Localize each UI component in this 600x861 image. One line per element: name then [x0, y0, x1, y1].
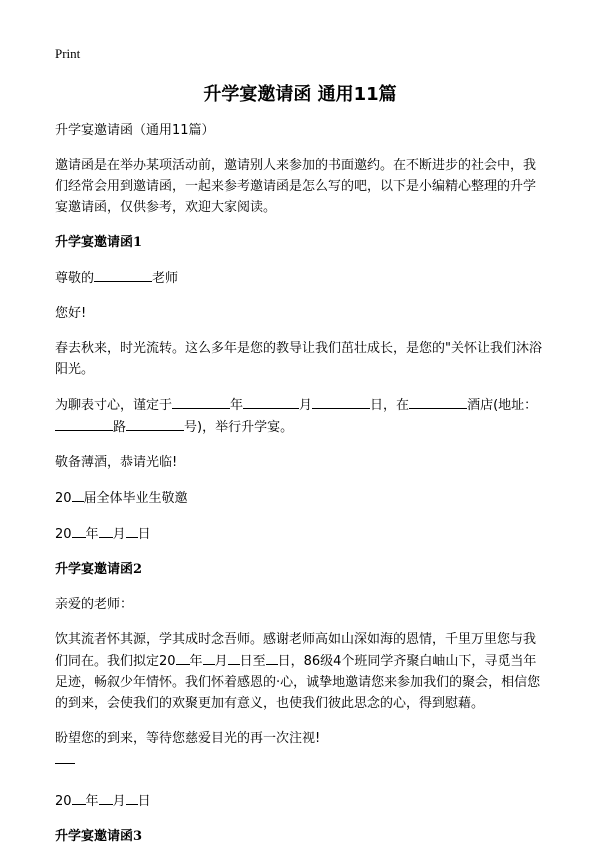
letter-1-body-2: 为聊表寸心，谨定于 年 月 日，在 酒店(地址：路 号)，举行升学宴。 [55, 394, 547, 438]
subtitle: 升学宴邀请函（通用11篇） [55, 123, 215, 138]
letter-1-heading: 升学宴邀请函1 [55, 235, 143, 250]
document-body [55, 120, 547, 861]
print-label: Print [55, 46, 81, 61]
signature-line [55, 763, 75, 764]
blank-field [72, 523, 86, 538]
letter-3-heading: 升学宴邀请函3 [55, 829, 143, 844]
blank-field [99, 523, 113, 538]
document-title: 升学宴邀请函 通用11篇 [203, 84, 397, 105]
blank-field [126, 416, 184, 431]
letter-1-signature: 20 届全体毕业生敬邀 [55, 487, 547, 509]
blank-field [312, 394, 370, 409]
letter-1-salutation: 尊敬的 老师 [55, 267, 547, 289]
blank-field [266, 650, 278, 665]
blank-field [72, 487, 84, 502]
intro-paragraph: 邀请函是在举办某项活动前，邀请别人来参加的书面邀约。在不断进步的社会中，我们经常会用到邀请函，一起来参考邀请函是怎么写的吧，以下是小编精心整理的升学宴邀请函，仅供参考，欢迎大家阅读。 [55, 158, 537, 215]
blank-field [243, 394, 299, 409]
blank-field [176, 650, 190, 665]
blank-field [203, 650, 215, 665]
letter-2-salutation: 亲爱的老师： [55, 597, 134, 612]
letter-2-date: 20 年 月 日 [55, 790, 547, 812]
letter-1-closing: 敬备薄酒，恭请光临! [55, 455, 178, 470]
blank-field [126, 790, 138, 805]
blank-field [409, 394, 467, 409]
blank-field [55, 416, 113, 431]
letter-1-body-1: 春去秋来，时光流转。这么多年是您的教导让我们茁壮成长，是您的"关怀让我们沐浴阳光。 [55, 341, 542, 377]
letter-1-date: 20 年 月 日 [55, 523, 547, 545]
letter-2-heading: 升学宴邀请函2 [55, 562, 143, 577]
blank-field [172, 394, 230, 409]
letter-2-body: 饮其流者怀其源，学其成时念吾师。感谢老师高如山深如海的恩情，千里万里您与我们同在。我们拟定20 年 月 日至 日，86级4个班同学齐聚白岫山下，寻觅当年足迹，畅叙少年情怀。我们怀着感恩的·心，诚挚地邀请您来参加我们的聚会，相信您的到来，会使我们的欢聚更加有意义，也使我们彼此思念的心，得到慰藉。 [55, 632, 541, 711]
blank-field [126, 523, 138, 538]
letter-1-greeting: 您好! [55, 306, 87, 321]
blank-field [99, 790, 113, 805]
blank-field [228, 650, 240, 665]
blank-field [94, 267, 152, 282]
blank-field [72, 790, 86, 805]
letter-2-closing: 盼望您的到来，等待您慈爱目光的再一次注视! [55, 731, 321, 746]
